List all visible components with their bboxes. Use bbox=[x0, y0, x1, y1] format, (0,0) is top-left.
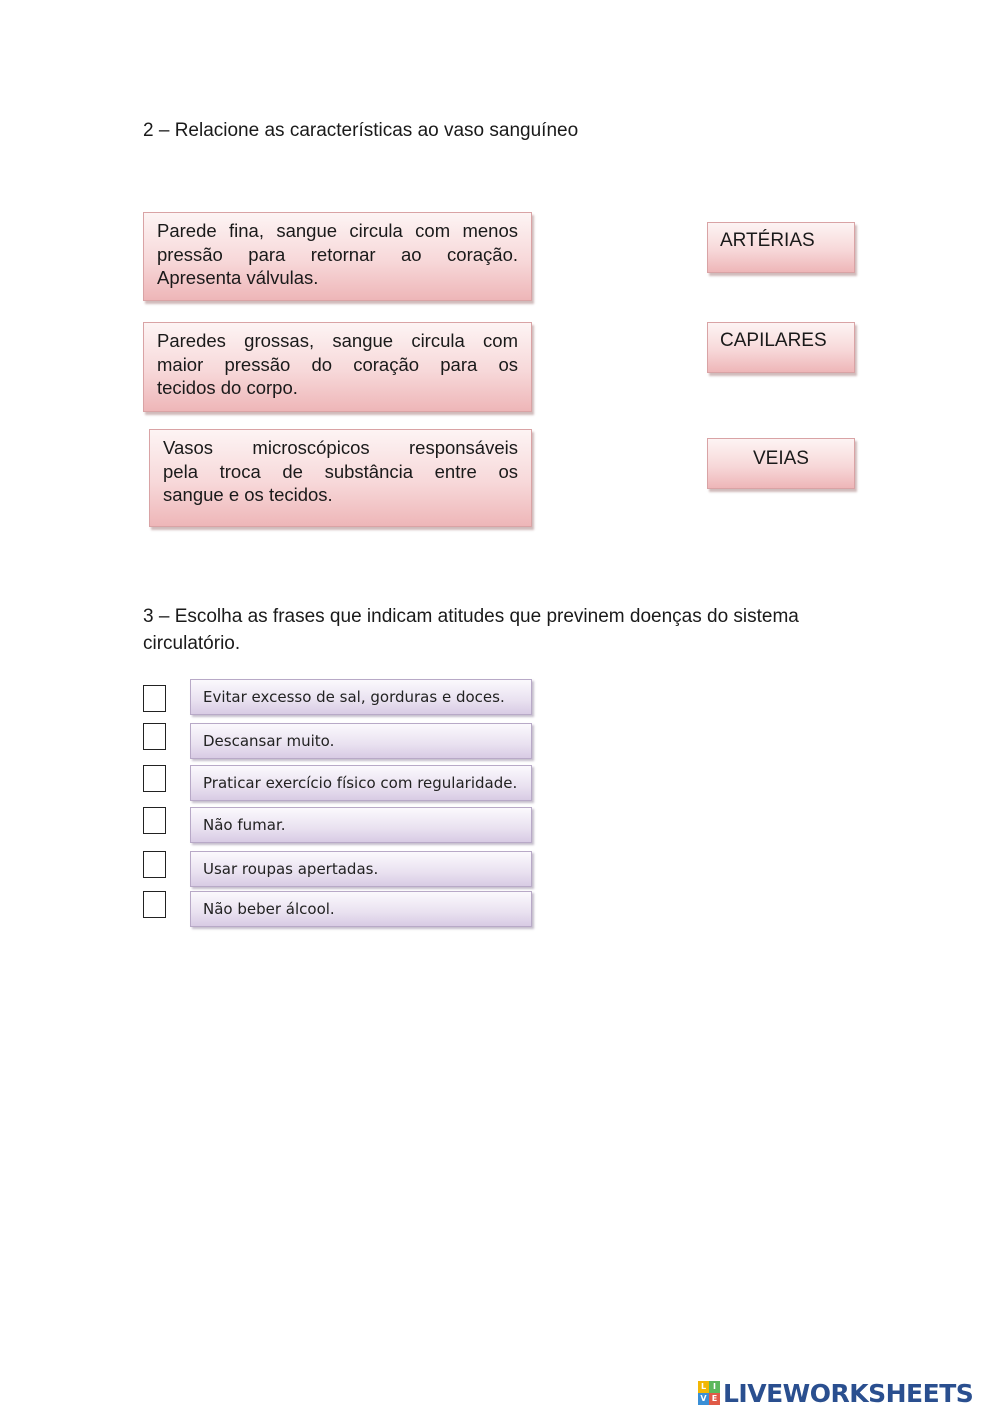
checkbox-1[interactable] bbox=[143, 685, 166, 712]
checkbox-2[interactable] bbox=[143, 723, 166, 750]
match-option-arterias[interactable]: ARTÉRIAS bbox=[707, 222, 855, 273]
description-2-line-2: maior pressão do coração para os bbox=[157, 353, 518, 375]
match-option-veias[interactable]: VEIAS bbox=[707, 438, 855, 489]
brand-text: LIVEWORKSHEETS bbox=[723, 1378, 974, 1408]
option-item-2[interactable]: Descansar muito. bbox=[190, 723, 532, 759]
description-1-line-2: pressão para retornar ao coração. bbox=[157, 243, 518, 265]
logo-letter-i: I bbox=[709, 1381, 720, 1393]
description-3-line-3: sangue e os tecidos. bbox=[163, 484, 333, 505]
option-item-4[interactable]: Não fumar. bbox=[190, 807, 532, 843]
brand-logo bbox=[698, 1378, 973, 1408]
checkbox-4[interactable] bbox=[143, 807, 166, 834]
description-box-2[interactable] bbox=[143, 322, 532, 412]
logo-letter-v: V bbox=[698, 1393, 709, 1405]
liveworksheets-icon bbox=[698, 1381, 720, 1405]
description-box-1[interactable] bbox=[143, 212, 532, 301]
option-item-5[interactable]: Usar roupas apertadas. bbox=[190, 851, 532, 887]
description-1-line-3: Apresenta válvulas. bbox=[157, 267, 319, 288]
description-2-line-1: Paredes grossas, sangue circula com bbox=[157, 330, 518, 351]
logo-letter-l: L bbox=[698, 1381, 709, 1393]
question-3-title: 3 – Escolha as frases que indicam atitudes que previnem doenças do sistema circulatório. bbox=[143, 606, 799, 654]
option-item-1[interactable]: Evitar excesso de sal, gorduras e doces. bbox=[190, 679, 532, 715]
checkbox-3[interactable] bbox=[143, 765, 166, 792]
checkbox-5[interactable] bbox=[143, 851, 166, 878]
description-3-line-1: Vasos microscópicos responsáveis bbox=[163, 437, 518, 458]
description-2-line-3: tecidos do corpo. bbox=[157, 377, 298, 398]
match-option-capilares[interactable]: CAPILARES bbox=[707, 322, 855, 373]
description-box-3[interactable] bbox=[149, 429, 532, 527]
description-1-line-1: Parede fina, sangue circula com menos bbox=[157, 220, 518, 241]
question-2-title: 2 – Relacione as características ao vaso sanguíneo bbox=[143, 120, 579, 141]
checkbox-6[interactable] bbox=[143, 891, 166, 918]
description-3-line-2: pela troca de substância entre os bbox=[163, 460, 518, 482]
option-item-3[interactable]: Praticar exercício físico com regularidade. bbox=[190, 765, 532, 801]
logo-letter-e: E bbox=[709, 1393, 720, 1405]
option-item-6[interactable]: Não beber álcool. bbox=[190, 891, 532, 927]
